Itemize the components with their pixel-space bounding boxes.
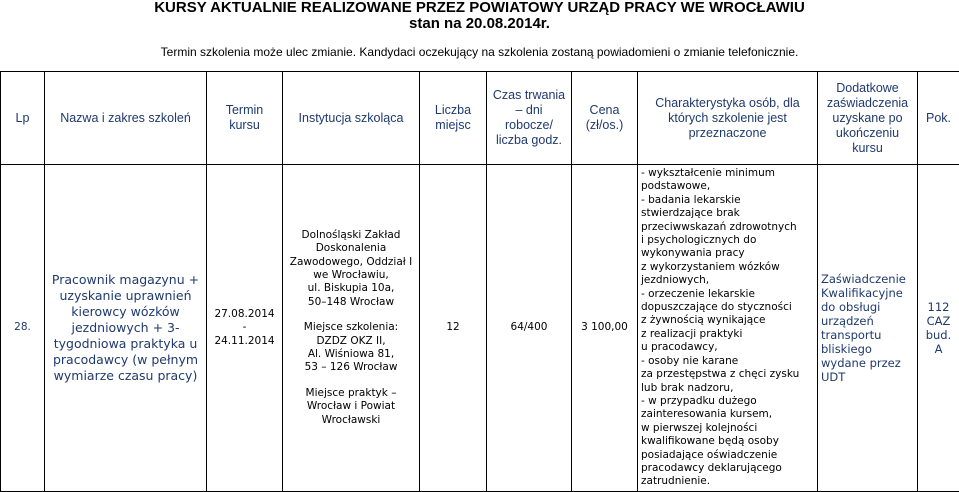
- termin-end: 24.11.2014: [210, 335, 279, 348]
- charakterystyka-line: jezdniowych,: [641, 274, 814, 287]
- col-header-pok: Pok.: [918, 72, 959, 165]
- charakterystyka-line: z realizacji praktyki: [641, 328, 814, 341]
- instytucja-address-1: ul. Biskupia 10a,: [286, 282, 416, 295]
- cell-zaswiadczenia: Zaświadczenie Kwalifikacyjne do obsługi urządzeń transportu bliskiego wydane przez UDT: [818, 165, 918, 492]
- cell-lp: 28.: [1, 165, 45, 492]
- charakterystyka-line: pracodawcy deklarującego: [641, 462, 814, 475]
- charakterystyka-line: dopuszczające do styczności: [641, 301, 814, 314]
- charakterystyka-line: kwalifikowane będą osoby: [641, 435, 814, 448]
- charakterystyka-line: stwierdzające brak: [641, 207, 814, 220]
- charakterystyka-line: posiadające oświadczenie: [641, 449, 814, 462]
- charakterystyka-line: - wykształcenie minimum: [641, 167, 814, 180]
- charakterystyka-lines: [641, 167, 814, 489]
- cell-cena: 3 100,00: [572, 165, 638, 492]
- col-header-instytucja: Instytucja szkoląca: [283, 72, 420, 165]
- title-line-2: stan na 20.08.2014r.: [0, 16, 959, 32]
- col-header-liczba: Liczba miejsc: [420, 72, 487, 165]
- title-line-1: KURSY AKTUALNIE REALIZOWANE PRZEZ POWIATOWY URZĄD PRACY WE WROCŁAWIU: [0, 0, 959, 16]
- charakterystyka-line: u pracodawcy,: [641, 341, 814, 354]
- charakterystyka-line: i psychologicznych do: [641, 234, 814, 247]
- col-header-cena: Cena (zł/os.): [572, 72, 638, 165]
- termin-separator: -: [210, 321, 279, 334]
- col-header-lp: Lp: [1, 72, 45, 165]
- charakterystyka-line: przeciwwskazań zdrowotnych: [641, 221, 814, 234]
- charakterystyka-line: z żywnością wynikające: [641, 314, 814, 327]
- charakterystyka-line: z wykorzystaniem wózków: [641, 261, 814, 274]
- cell-instytucja: [283, 165, 420, 492]
- col-header-zaswiadczenia: Dodatkowe zaświadczenia uzyskane po ukończeniu kursu: [818, 72, 918, 165]
- miejsce-address-2: 53 – 126 Wrocław: [286, 361, 416, 374]
- miejsce-address-1: Al. Wiśniowa 81,: [286, 348, 416, 361]
- cell-termin: [207, 165, 283, 492]
- charakterystyka-line: - osoby nie karane: [641, 355, 814, 368]
- charakterystyka-line: zainteresowania kursem,: [641, 408, 814, 421]
- col-header-charakterystyka: Charakterystyka osób, dla których szkolenie jest przeznaczone: [638, 72, 818, 165]
- charakterystyka-line: - badania lekarskie: [641, 194, 814, 207]
- miejsce-name: DZDZ OKZ II,: [286, 335, 416, 348]
- praktyk-label: Miejsce praktyk –: [286, 387, 416, 400]
- charakterystyka-line: za przestępstwa z chęci zysku: [641, 368, 814, 381]
- charakterystyka-line: w pierwszej kolejności: [641, 422, 814, 435]
- charakterystyka-line: podstawowe,: [641, 180, 814, 193]
- document-title: [0, 0, 959, 32]
- charakterystyka-line: lub brak nadzoru,: [641, 382, 814, 395]
- col-header-nazwa: Nazwa i zakres szkoleń: [45, 72, 207, 165]
- cell-czas: 64/400: [487, 165, 572, 492]
- miejsce-label: Miejsce szkolenia:: [286, 321, 416, 334]
- charakterystyka-line: - orzeczenie lekarskie: [641, 288, 814, 301]
- table-row: [1, 165, 959, 492]
- charakterystyka-line: - w przypadku dużego: [641, 395, 814, 408]
- charakterystyka-line: zatrudnienie.: [641, 475, 814, 488]
- praktyk-place: Wrocław i Powiat Wrocławski: [286, 400, 416, 427]
- instytucja-name: Dolnośląski Zakład Doskonalenia Zawodowego, Oddział I we Wrocławiu,: [286, 229, 416, 283]
- cell-liczba-miejsc: 12: [420, 165, 487, 492]
- termin-start: 27.08.2014: [210, 308, 279, 321]
- col-header-termin: Termin kursu: [207, 72, 283, 165]
- instytucja-address-2: 50–148 Wrocław: [286, 296, 416, 309]
- col-header-czas: Czas trwania – dni robocze/ liczba godz.: [487, 72, 572, 165]
- cell-pok: 112 CAZ bud. A: [918, 165, 959, 492]
- cell-nazwa: Pracownik magazynu + uzyskanie uprawnień kierowcy wózków jezdniowych + 3-tygodniowa praktyka u pracodawcy (w pełnym wymiarze czasu pracy): [45, 165, 207, 492]
- charakterystyka-line: wykonywania pracy: [641, 247, 814, 260]
- courses-table: [0, 71, 959, 492]
- notice-text: Termin szkolenia może ulec zmianie. Kandydaci oczekujący na szkolenia zostaną powiadomieni o zmianie telefonicznie.: [0, 45, 959, 59]
- table-header-row: [1, 72, 959, 165]
- cell-charakterystyka: [638, 165, 818, 492]
